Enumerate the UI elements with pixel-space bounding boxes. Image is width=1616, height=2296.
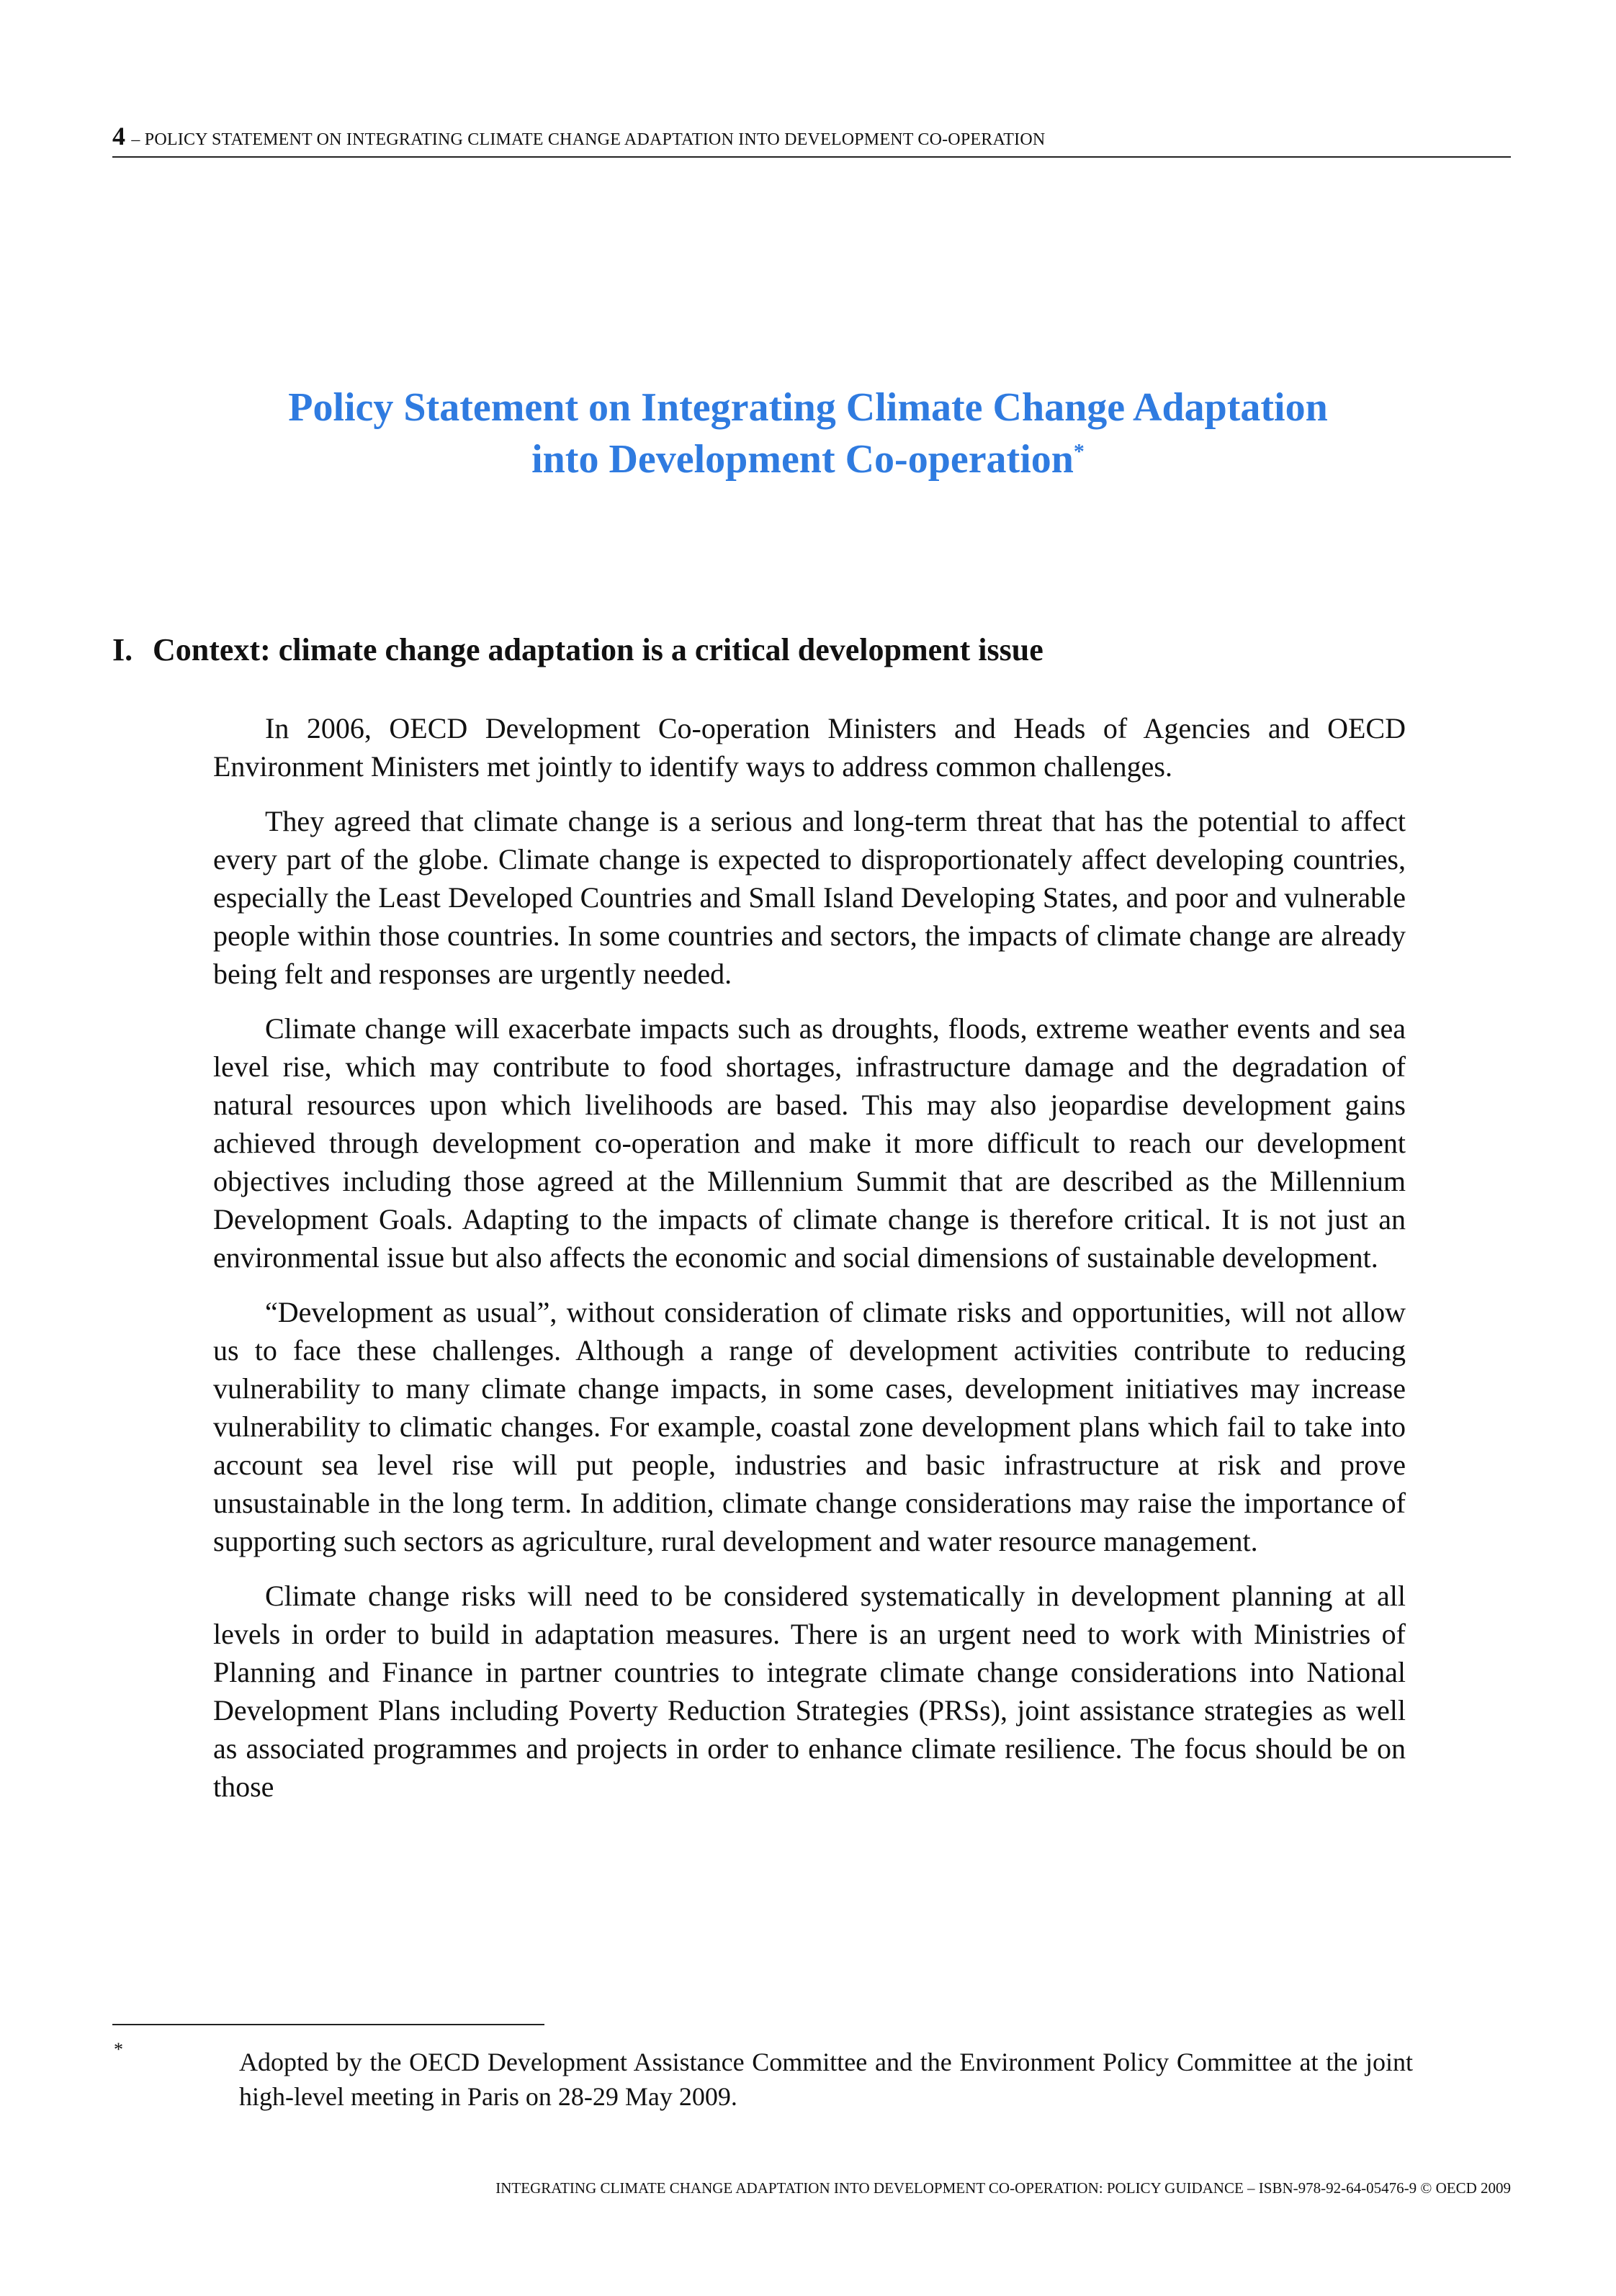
paragraph: They agreed that climate change is a serious and long-term threat that has the potential to affect every part of the globe. Climate change is expected to disproportionately affect developing countries, especially the Least Developed Countries and Small Island Developing States, and poor and vulnerable people within those countries. In some countries and sectors, the impacts of climate change are already being felt and responses are urgently needed. [213,805,1406,990]
page-footer: INTEGRATING CLIMATE CHANGE ADAPTATION INTO DEVELOPMENT CO-OPERATION: POLICY GUIDANCE – ISBN-978-92-64-05476-9 © OECD 2009 [495,2179,1511,2197]
document-title [0,382,1616,485]
paragraph: In 2006, OECD Development Co-operation Ministers and Heads of Agencies and OECD Environment Ministers met jointly to identify ways to address common challenges. [213,712,1406,783]
footnote-text: Adopted by the OECD Development Assistance Committee and the Environment Policy Committee at the joint high-level meeting in Paris on 28-29 May 2009. [239,2048,1413,2111]
paragraph: Climate change risks will need to be considered systematically in development planning at all levels in order to build in adaptation measures. There is an urgent need to work with Ministries of Planning and Finance in partner countries to integrate climate change considerations into National Development Plans including Poverty Reduction Strategies (PRSs), joint assistance strategies as well as associated programmes and projects in order to enhance climate resilience. The focus should be on those [213,1580,1406,1803]
section-number: I. [112,632,133,667]
title-line-2 [0,433,1616,485]
paragraph: “Development as usual”, without consideration of climate risks and opportunities, will not allow us to face these challenges. Although a range of development activities contribute to reducing vulnerability to many climate change impacts, in some cases, development initiatives may increase vulnerability to climatic changes. For example, coastal zone development plans which fail to take into account sea level rise will put people, industries and basic infrastructure at risk and prove unsustainable in the long term. In addition, climate change considerations may raise the importance of supporting such sectors as agriculture, rural development and water resource management. [213,1296,1406,1557]
section-heading-text: Context: climate change adaptation is a critical development issue [153,632,1043,667]
footnote-divider [112,2024,544,2025]
footnote-marker: * [114,2039,123,2060]
title-line-1: Policy Statement on Integrating Climate Change Adaptation [288,385,1328,430]
body-text [213,709,1406,1822]
running-header [112,124,1511,158]
title-line-2-text: into Development Co-operation [531,437,1074,482]
page-number: 4 [112,122,126,150]
title-footnote-marker: * [1073,439,1085,464]
running-title: – POLICY STATEMENT ON INTEGRATING CLIMATE CHANGE ADAPTATION INTO DEVELOPMENT CO-OPERATION [131,130,1046,149]
section-heading [112,629,1043,672]
paragraph: Climate change will exacerbate impacts such as droughts, floods, extreme weather events and sea level rise, which may contribute to food shortages, infrastructure damage and the degradation of natural resources upon which livelihoods are based. This may also jeopardise development gains achieved through development co-operation and make it more difficult to reach our development objectives including those agreed at the Millennium Summit that are described as the Millennium Development Goals. Adapting to the impacts of climate change is therefore critical. It is not just an environmental issue but also affects the economic and social dimensions of sustainable development. [213,1012,1406,1274]
